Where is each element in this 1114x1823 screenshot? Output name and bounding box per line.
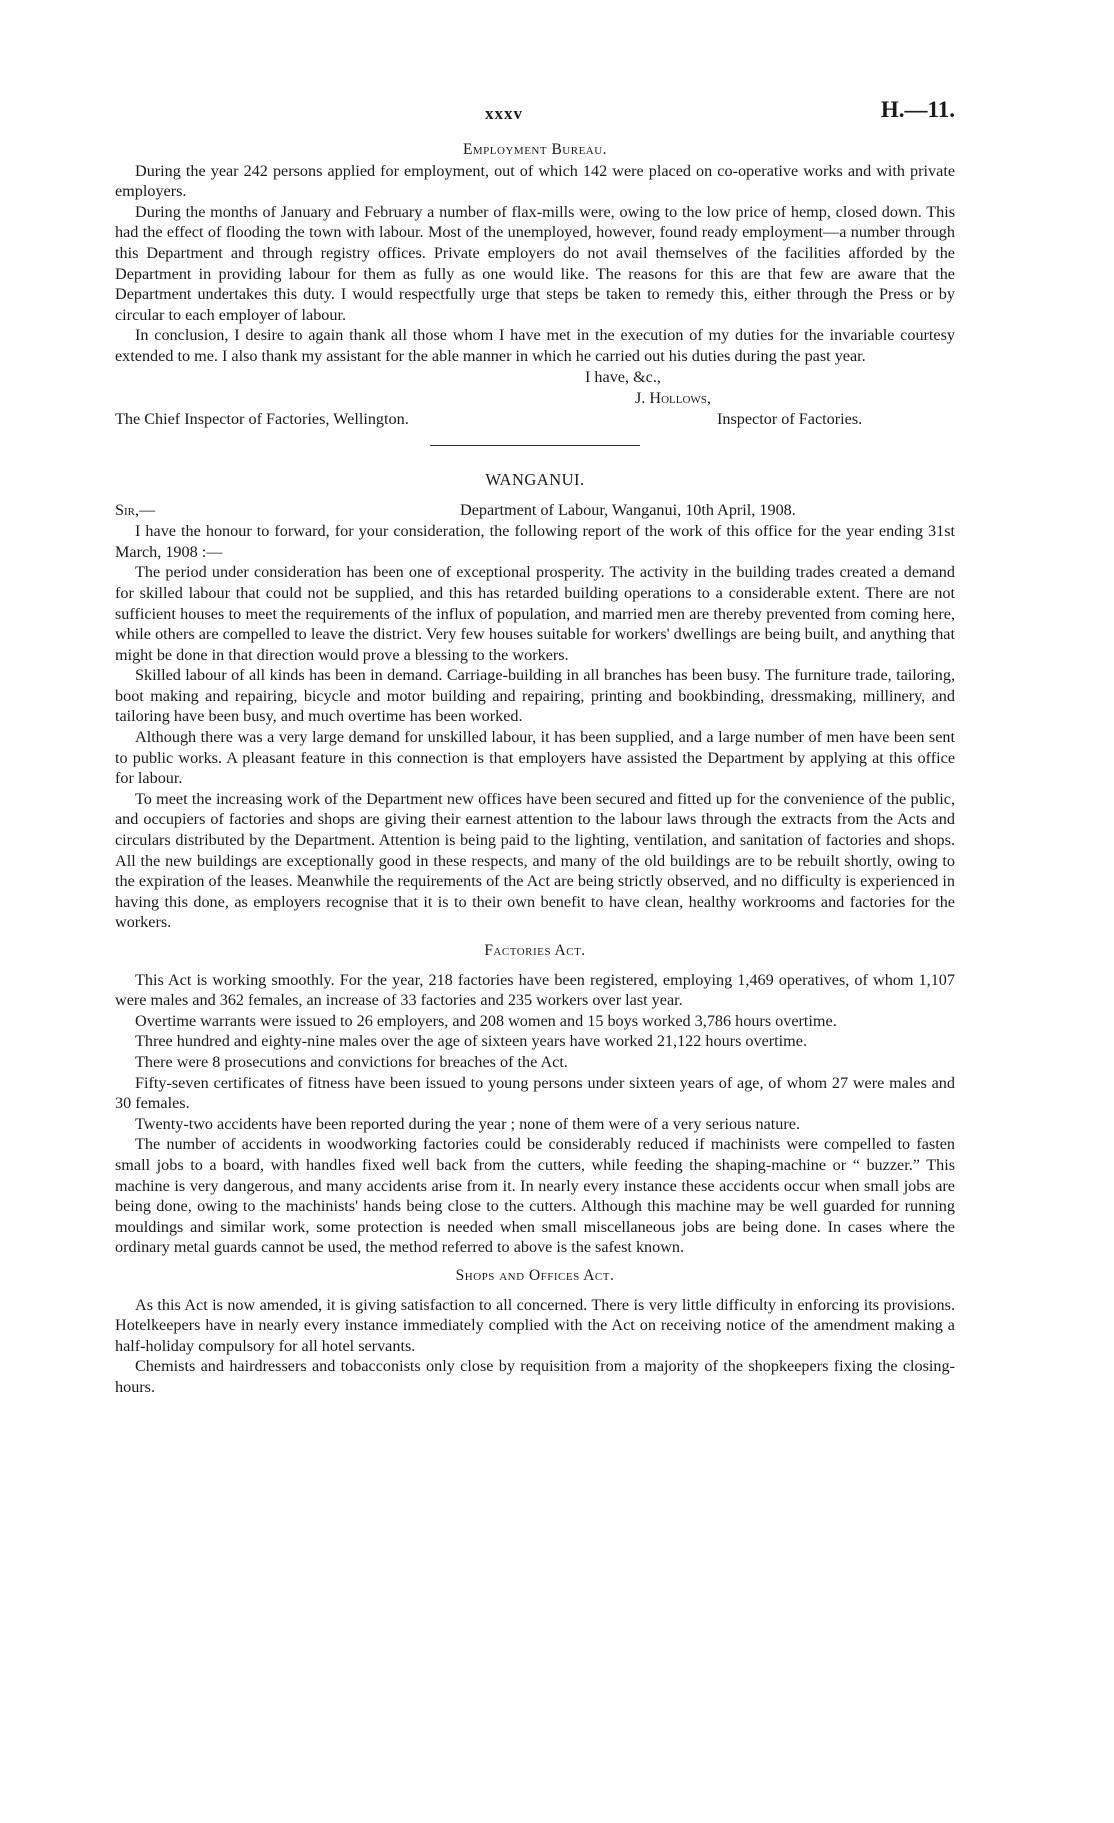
salutation-line [115, 500, 955, 521]
paragraph: To meet the increasing work of the Department new offices have been secured and fitted up for the convenience of the public, and occupiers of factories and shops are giving their earnest attention to the labour laws through the extracts from the Acts and circulars distributed by the Department. Attention is being paid to the lighting, ventilation, and sanitation of factories and shops. All the new buildings are exceptionally good in these respects, and many of the old buildings are to be rebuilt shortly, owing to the expiration of the leases. Meanwhile the requirements of the Act are being strictly observed, and no difficulty is experienced in having this done, as employers recognise that it is to their own benefit to have clean, healthy workrooms and factories for the workers. [115, 789, 955, 932]
page-header [115, 97, 955, 140]
dateline: Department of Labour, Wanganui, 10th April, 1908. [460, 501, 796, 520]
paragraph: Although there was a very large demand for unskilled labour, it has been supplied, and a large number of men have been sent to public works. A pleasant feature in this connection is that employers have assisted the Department by applying at this office for labour. [115, 728, 955, 788]
paragraph: Skilled labour of all kinds has been in demand. Carriage-building in all branches has been busy. The furniture trade, tailoring, boot making and repairing, bicycle and motor building and repairing, printing and bookbinding, dressmaking, millinery, and tailoring have been busy, and much overtime has been worked. [115, 666, 955, 726]
addressee: The Chief Inspector of Factories, Wellington. [115, 409, 409, 428]
paragraph: Chemists and hairdressers and tobacconists only close by requisition from a majority of the shopkeepers fixing the closing-hours. [115, 1357, 955, 1396]
employment-bureau-heading: Employment Bureau. [462, 141, 608, 158]
signature-title: Inspector of Factories. [717, 409, 863, 428]
signature-block [115, 367, 955, 431]
section-divider [430, 445, 640, 446]
paragraph: In conclusion, I desire to again thank all those whom I have met in the execution of my duties for the invariable courtesy extended to me. I also thank my assistant for the able manner in which he carried out his duties during the past year. [115, 326, 955, 365]
paragraph: Overtime warrants were issued to 26 employers, and 208 women and 15 boys worked 3,786 hours overtime. [135, 1011, 837, 1030]
factories-act-heading: Factories Act. [484, 942, 586, 959]
paragraph: Fifty-seven certificates of fitness have been issued to young persons under sixteen years of age, of whom 27 were males and 30 females. [115, 1073, 955, 1113]
paragraph: This Act is working smoothly. For the year, 218 factories have been registered, employing 1,469 operatives, of whom 1,107 were males and 362 females, an increase of 33 factories and 235 workers over last year. [115, 970, 955, 1010]
wanganui-heading: WANGANUI. [485, 469, 585, 489]
paragraph: The period under consideration has been one of exceptional prosperity. The activity in the building trades created a demand for skilled labour that could not be supplied, and this has retarded building operations to a considerable extent. There are not sufficient houses to meet the requirements of the influx of population, and married men are thereby prevented from coming here, while others are compelled to leave the district. Very few houses suitable for workers' dwellings are being built, and anything that might be done in that direction would prove a blessing to the workers. [115, 563, 955, 664]
paragraph: During the year 242 persons applied for employment, out of which 142 were placed on co-operative works and with private employers. [115, 161, 955, 201]
paragraph: Twenty-two accidents have been reported during the year ; none of them were of a very serious nature. [135, 1114, 800, 1133]
document-reference: H.—11. [880, 97, 955, 122]
paragraph: Three hundred and eighty-nine males over the age of sixteen years have worked 21,122 hours overtime. [135, 1032, 808, 1051]
paragraph: There were 8 prosecutions and convictions for breaches of the Act. [135, 1052, 568, 1071]
paragraph: As this Act is now amended, it is giving satisfaction to all concerned. There is very little difficulty in enforcing its provisions. Hotelkeepers have in nearly every instance immediately complied with the Act on receiving notice of the amendment making a half-holiday compulsory for all hotel servants. [115, 1295, 955, 1355]
paragraph: The number of accidents in woodworking factories could be considerably reduced if machinists were compelled to fasten small jobs to a board, with handles fixed well back from the cutters, while feeding the shaping-machine or “ buzzer.” This machine is very dangerous, and many accidents arise from it. In nearly every instance these accidents occur when small jobs are being done, owing to the machinists' hands being close to the cutters. Although this machine may be well guarded for running mouldings and similar work, some protection is needed when small miscellaneous jobs are being done. In cases where the ordinary metal guards cannot be used, the method referred to above is the safest known. [115, 1135, 955, 1257]
paragraph: During the months of January and February a number of flax-mills were, owing to the low price of hemp, closed down. This had the effect of flooding the town with labour. Most of the unemployed, however, found ready employment—a number through this Department and through registry offices. Private employers do not avail themselves of the facilities afforded by the Department in providing labour for them as fully as one would like. The reasons for this are that few are aware that the Department undertakes this duty. I would respectfully urge that steps be taken to remedy this, either through the Press or by circular to each employer of labour. [115, 202, 955, 324]
page-number: xxxv [485, 104, 523, 123]
salutation: Sir,— [115, 501, 156, 520]
signature-closing: I have, &c., [585, 367, 661, 386]
document-page [115, 97, 955, 1397]
signature-name: J. Hollows, [635, 388, 711, 407]
shops-offices-act-heading: Shops and Offices Act. [455, 1266, 615, 1284]
paragraph: I have the honour to forward, for your consideration, the following report of the work of this office for the year ending 31st March, 1908 :— [115, 522, 955, 561]
